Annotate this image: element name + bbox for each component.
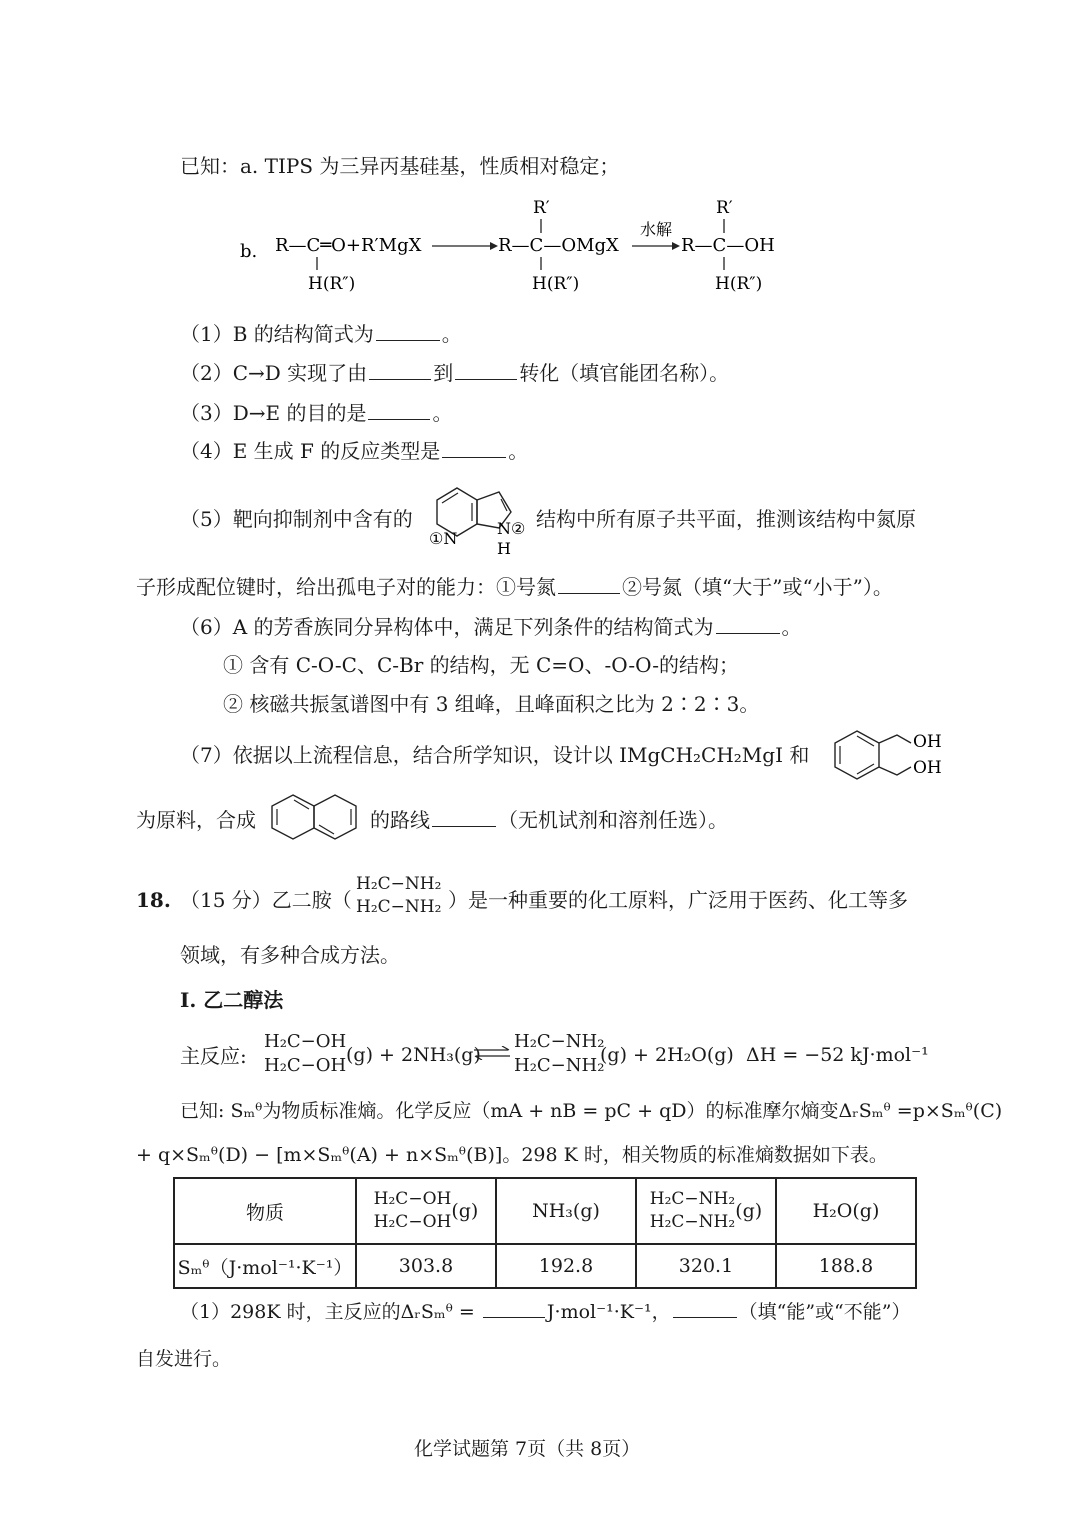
question-5-post: 结构中所有原子共平面，推测该结构中氮原: [536, 507, 916, 531]
b-arrow-label: 水解: [640, 220, 673, 239]
glycol-formula: H₂C−OH H₂C−OH: [264, 1031, 347, 1076]
page-footer: 化学试题第 7页（共 8页）: [414, 1438, 641, 1460]
b-left: R—C═O+R′MgX: [275, 235, 422, 256]
b-mid-sub: H(R″): [532, 274, 580, 294]
condition-2: ② 核磁共振氢谱图中有 3 组峰，且峰面积之比为 2∶2∶3。: [223, 692, 760, 716]
b-mid: R—C—OMgX: [498, 235, 619, 256]
q18-number: 18.: [136, 888, 171, 912]
nh-label: H: [497, 539, 511, 558]
question-6: （6）A 的芳香族同分异构体中，满足下列条件的结构简式为 。: [180, 615, 802, 639]
table-header-amine: H₂C−NH₂ H₂C−NH₂ (g): [636, 1178, 776, 1244]
known-intro: 已知：a. TIPS 为三异丙基硅基，性质相对稳定；: [180, 154, 620, 178]
question-7-pre: （7）依据以上流程信息，结合所学知识，设计以 IMgCH₂CH₂MgI 和: [180, 743, 810, 767]
table-cell: 192.8: [496, 1244, 636, 1288]
reactant-rest: (g) + 2NH₃(g): [346, 1044, 481, 1066]
question-5-line2: 子形成配位键时，给出孤电子对的能力：①号氮 ②号氮（填“大于”或“小于”）。: [136, 575, 893, 599]
amine-formula: H₂C−NH₂ H₂C−NH₂: [514, 1031, 605, 1076]
equilibrium-arrow: [472, 1046, 512, 1060]
n1-label: ①N: [429, 529, 458, 548]
table-row-label: Sₘᶿ（J·mol⁻¹·K⁻¹）: [174, 1244, 356, 1288]
question-2: （2）C→D 实现了由 到 转化（填官能团名称）。: [180, 361, 730, 385]
b-label: b.: [240, 241, 258, 262]
question-3: （3）D→E 的目的是 。: [180, 401, 453, 425]
b-right-sub: H(R″): [715, 274, 763, 294]
table-cell: 303.8: [356, 1244, 496, 1288]
section-title: I. 乙二醇法: [180, 988, 284, 1012]
oh-label-2: OH: [913, 758, 942, 778]
grignard-reaction-diagram: [240, 195, 800, 300]
known-entropy-1: 已知: Sₘᶿ为物质标准熵。化学反应（mA + nB = pC + qD）的标准摩尔熵变ΔᵣSₘᶿ =p×Sₘᶿ(C): [180, 1100, 1003, 1122]
main-reaction-label: 主反应:: [180, 1044, 247, 1068]
n2-label: N②: [497, 519, 526, 538]
question-5-pre: （5）靶向抑制剂中含有的: [180, 507, 413, 531]
ethylenediamine-formula: H₂C−NH₂ H₂C−NH₂: [356, 874, 442, 917]
entropy-table: [173, 1177, 917, 1289]
q18-line2: 领域，有多种合成方法。: [180, 943, 400, 967]
b-left-sub: H(R″): [308, 274, 356, 294]
table-cell: 188.8: [776, 1244, 916, 1288]
azaindole-structure: [425, 478, 537, 560]
question-1: （1）B 的结构简式为 。: [180, 322, 462, 346]
b-mid-top: R′: [533, 198, 550, 218]
benzenedimethanol-structure: [825, 725, 955, 790]
condition-1: ① 含有 C-O-C、C-Br 的结构，无 C=O、-O-O-的结构；: [223, 653, 739, 677]
known-entropy-2: + q×Sₘᶿ(D) − [m×Sₘᶿ(A) + n×Sₘᶿ(B)]。298 K 时，相关物质的标准熵数据如下表。: [136, 1144, 888, 1166]
b-right: R—C—OH: [681, 235, 775, 256]
b-right-top: R′: [716, 198, 733, 218]
question-7-line2-post: 的路线 （无机试剂和溶剂任选）。: [370, 808, 728, 832]
q18-after: ）是一种重要的化工原料，广泛用于医药、化工等多: [448, 888, 908, 912]
q18-question-1-line2: 自发进行。: [136, 1348, 232, 1370]
product-rest: (g) + 2H₂O(g): [600, 1044, 734, 1066]
delta-h: ΔH = −52 kJ·mol⁻¹: [746, 1044, 929, 1066]
question-4: （4）E 生成 F 的反应类型是 。: [180, 439, 529, 463]
q18-score: （15 分）乙二胺（: [180, 888, 352, 912]
table-header-nh3: NH₃(g): [496, 1178, 636, 1244]
question-7-line2-pre: 为原料，合成: [136, 808, 256, 832]
q18-question-1: （1）298K 时，主反应的ΔᵣSₘᶿ = J·mol⁻¹·K⁻¹， （填“能”或“不能”）: [180, 1301, 911, 1323]
oh-label-1: OH: [913, 732, 942, 752]
naphthalene-structure: [268, 790, 368, 845]
table-header-glycol: H₂C−OH H₂C−OH (g): [356, 1178, 496, 1244]
table-header-substance: 物质: [174, 1178, 356, 1244]
table-cell: 320.1: [636, 1244, 776, 1288]
table-header-h2o: H₂O(g): [776, 1178, 916, 1244]
